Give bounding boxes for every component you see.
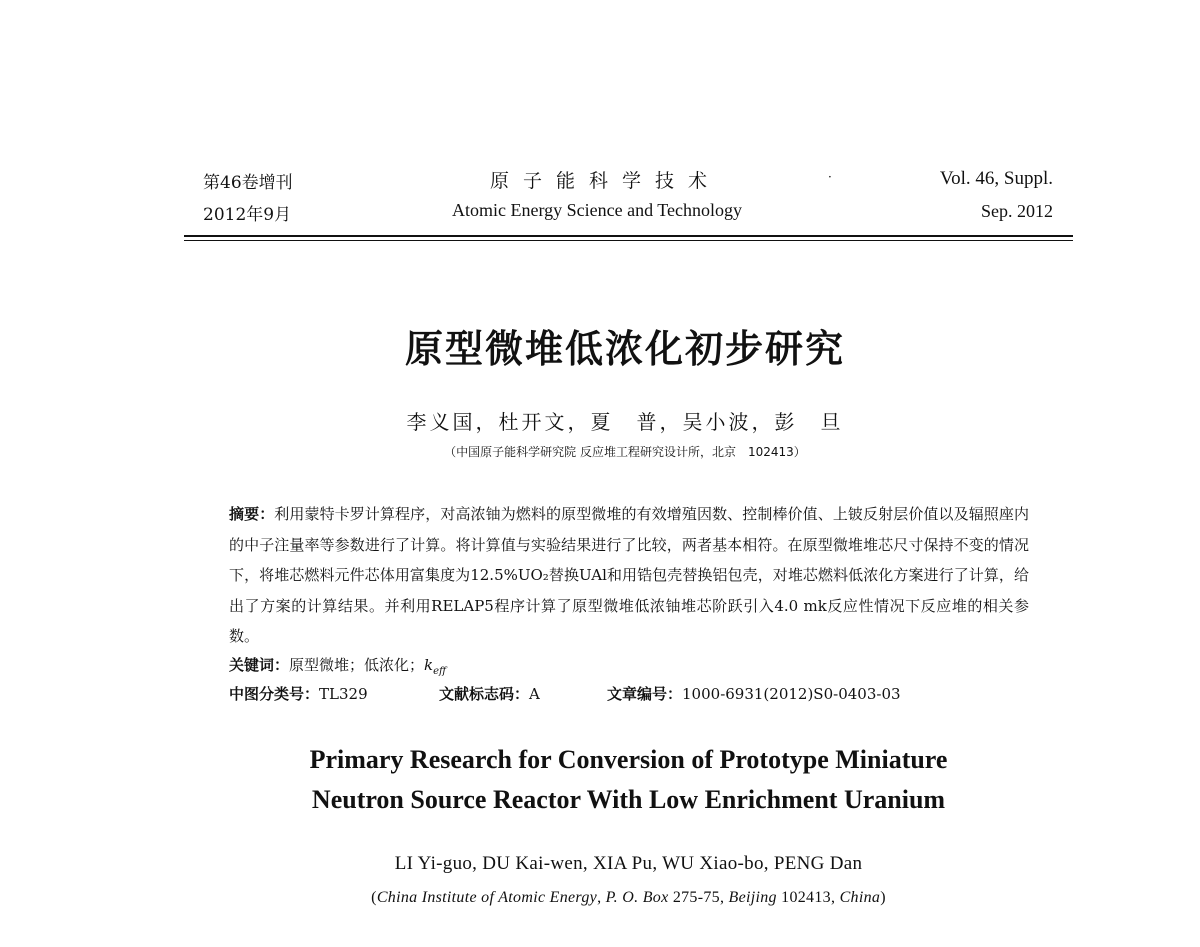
abstract-text: 利用蒙特卡罗计算程序，对高浓铀为燃料的原型微堆的有效增殖因数、控制棒价值、上铍反射层价值以及辐照座内的中子注量率等参数进行了计算。将计算值与实验结果进行了比较，两者基本相符。在原型微堆堆芯尺寸保持不变的情况下，将堆芯燃料元件芯体用富集度为12.5%UO₂替换UAl和用锆包壳替换铝包壳，对堆芯燃料低浓化方案进行了计算，给出了方案的计算结果。并利用RELAP5程序计算了原型微堆低浓铀堆芯阶跃引入4.0 mk反应性情况下反应堆的相关参数。 [229,505,1029,645]
keff-subscript: eff [433,666,447,677]
article-number-value: 1000-6931(2012)S0-0403-03 [682,685,901,703]
header-mark: · [828,170,832,184]
affil-institute: China Institute of Atomic Energy [376,889,598,906]
abstract-label: 摘要： [229,505,275,523]
affil-postcode: 102413, [776,889,840,906]
authors-cn: 李义国，杜开文，夏 普，吴小波，彭 旦 [406,410,844,434]
header-rule-thin [184,240,1073,241]
affil-country: China [839,889,881,906]
paper-title-en [0,740,1200,820]
clc-number [229,683,368,704]
keywords-label: 关键词： [229,656,290,674]
clc-value: TL329 [319,685,368,703]
affiliation-en [0,889,1200,907]
affil-city: Beijing [728,889,777,906]
article-number [607,683,901,704]
document-code [439,683,540,704]
date-label-en: Sep. 2012 [981,201,1053,221]
date-label-cn: 2012年9月 [203,205,292,225]
journal-name-cn: 原子能科学技术 [490,170,722,192]
volume-label-en: Vol. 46, Suppl. [939,168,1053,189]
paper-title-en-line1: Primary Research for Conversion of Prototype Miniature [309,745,948,774]
journal-name-en: Atomic Energy Science and Technology [452,200,742,220]
article-number-label: 文章编号： [607,685,683,703]
doc-code-value: A [529,685,540,703]
affil-close-paren: ) [880,889,886,906]
header-rule-thick [184,235,1073,237]
affil-open-paren: ( [371,889,377,906]
paper-title-en-line2: Neutron Source Reactor With Low Enrichment Uranium [311,785,946,814]
keywords-text: 原型微堆；低浓化； [289,656,425,674]
affil-pobox-label: P. O. Box [605,889,669,906]
affil-sep: , [597,889,606,906]
authors-en: LI Yi-guo, DU Kai-wen, XIA Pu, WU Xiao-bo, PENG Dan [394,853,863,874]
volume-label-cn: 第46卷增刊 [203,173,293,193]
keff-symbol: k [424,656,434,674]
paper-title-cn: 原型微堆低浓化初步研究 [404,327,845,371]
affil-pobox-value: 275-75, [668,889,729,906]
abstract [229,499,1029,652]
affiliation-cn: （中国原子能科学研究院 反应堆工程研究设计所，北京 102413） [444,445,806,459]
keywords [229,654,446,677]
clc-label: 中图分类号： [229,685,320,703]
doc-code-label: 文献标志码： [439,685,530,703]
